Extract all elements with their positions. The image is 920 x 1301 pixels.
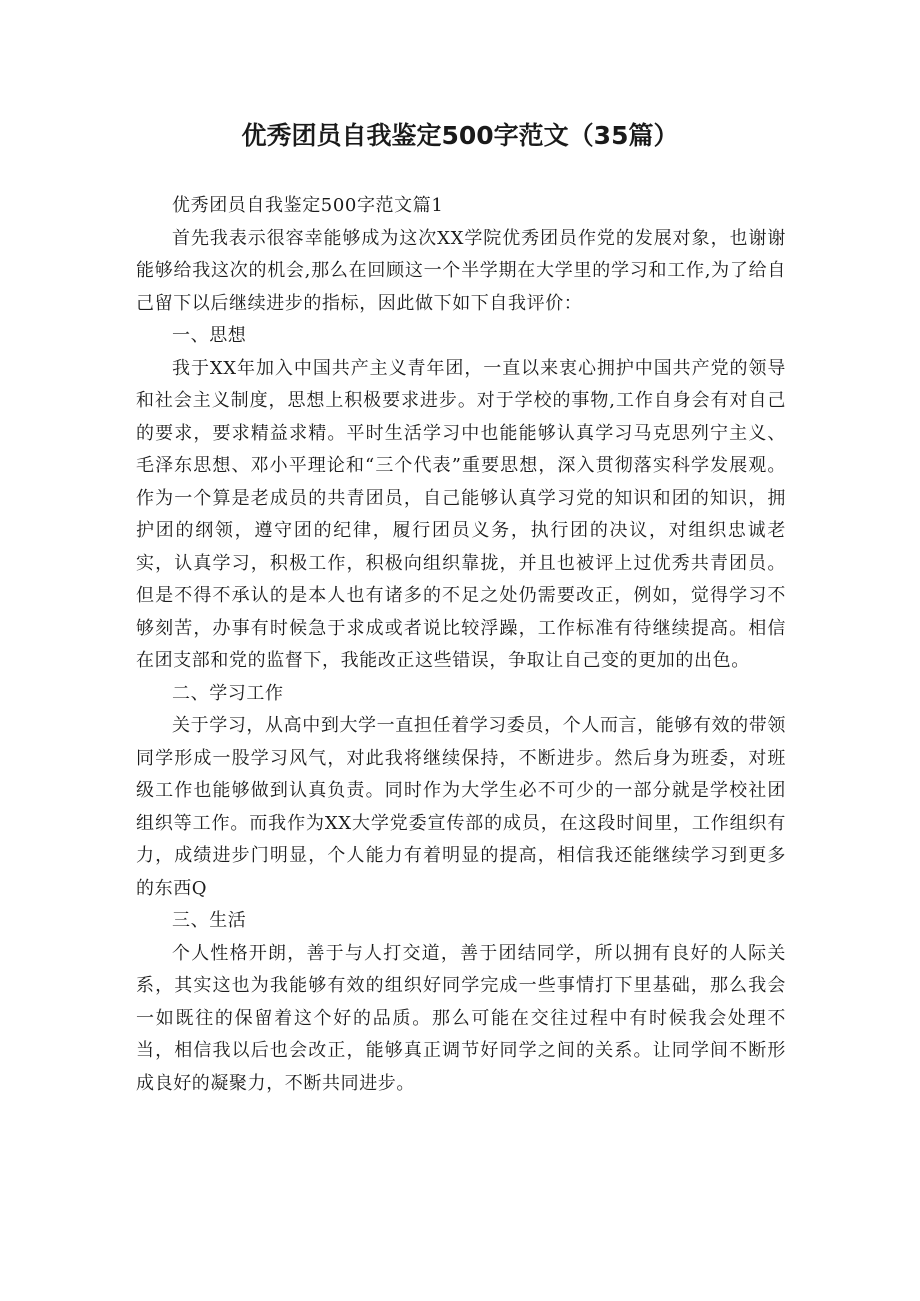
section-heading: 三、生活 [172, 910, 247, 931]
paragraph-life: 个人性格开朗，善于与人打交道，善于团结同学，所以拥有良好的人际关系，其实这也为我能够有效的组织好同学完成一些事情打下里基础，那么我会一如既往的保留着这个好的品质。那么可能在交往过程中有时候我会处理不当，相信我以后也会改正，能够真正调节好同学之间的关系。让同学间不断形成良好的凝聚力，不断共同进步。 [136, 942, 786, 1094]
paragraph-study-work: 关于学习，从高中到大学一直担任着学习委员，个人而言，能够有效的带领同学形成一股学习风气，对此我将继续保持，不断进步。然后身为班委，对班级工作也能够做到认真负责。同时作为大学生必不可少的一部分就是学校社团组织等工作。而我作为XX大学党委宣传部的成员，在这段时间里，工作组织有力，成绩进步门明显，个人能力有着明显的提高，相信我还能继续学习到更多的东西Q [136, 715, 786, 899]
section-heading: 二、学习工作 [172, 682, 284, 704]
paragraph-intro: 首先我表示很容幸能够成为这次XX学院优秀团员作党的发展对象，也谢谢能够给我这次的机会,那么在回顾这一个半学期在大学里的学习和工作,为了给自己留下以后继续进步的指标，因此做下如下自我评价： [136, 227, 786, 314]
section-heading: 优秀团员自我鉴定500字范文篇1 [172, 195, 444, 216]
document-body [136, 190, 786, 1100]
document-title: 优秀团员自我鉴定500字范文（35篇） [241, 121, 679, 150]
paragraph-thought: 我于XX年加入中国共产主义青年团，一直以来衷心拥护中国共产党的领导和社会主义制度，思想上积极要求进步。对于学校的事物,工作自身会有对自己的要求，要求精益求精。平时生活学习中也能能够认真学习马克思列宁主义、毛泽东思想、邓小平理论和“三个代表”重要思想，深入贯彻落实科学发展观。作为一个算是老成员的共青团员，自己能够认真学习党的知识和团的知识，拥护团的纲领，遵守团的纪律，履行团员义务，执行团的决议，对组织忠诚老实，认真学习，积极工作，积极向组织靠拢，并且也被评上过优秀共青团员。但是不得不承认的是本人也有诸多的不足之处仍需要改正，例如，觉得学习不够刻苦，办事有时候急于求成或者说比较浮躁，工作标准有待继续提高。相信在团支部和党的监督下，我能改正这些错误，争取让自己变的更加的出色。 [136, 357, 786, 671]
section-heading: 一、思想 [172, 325, 247, 346]
